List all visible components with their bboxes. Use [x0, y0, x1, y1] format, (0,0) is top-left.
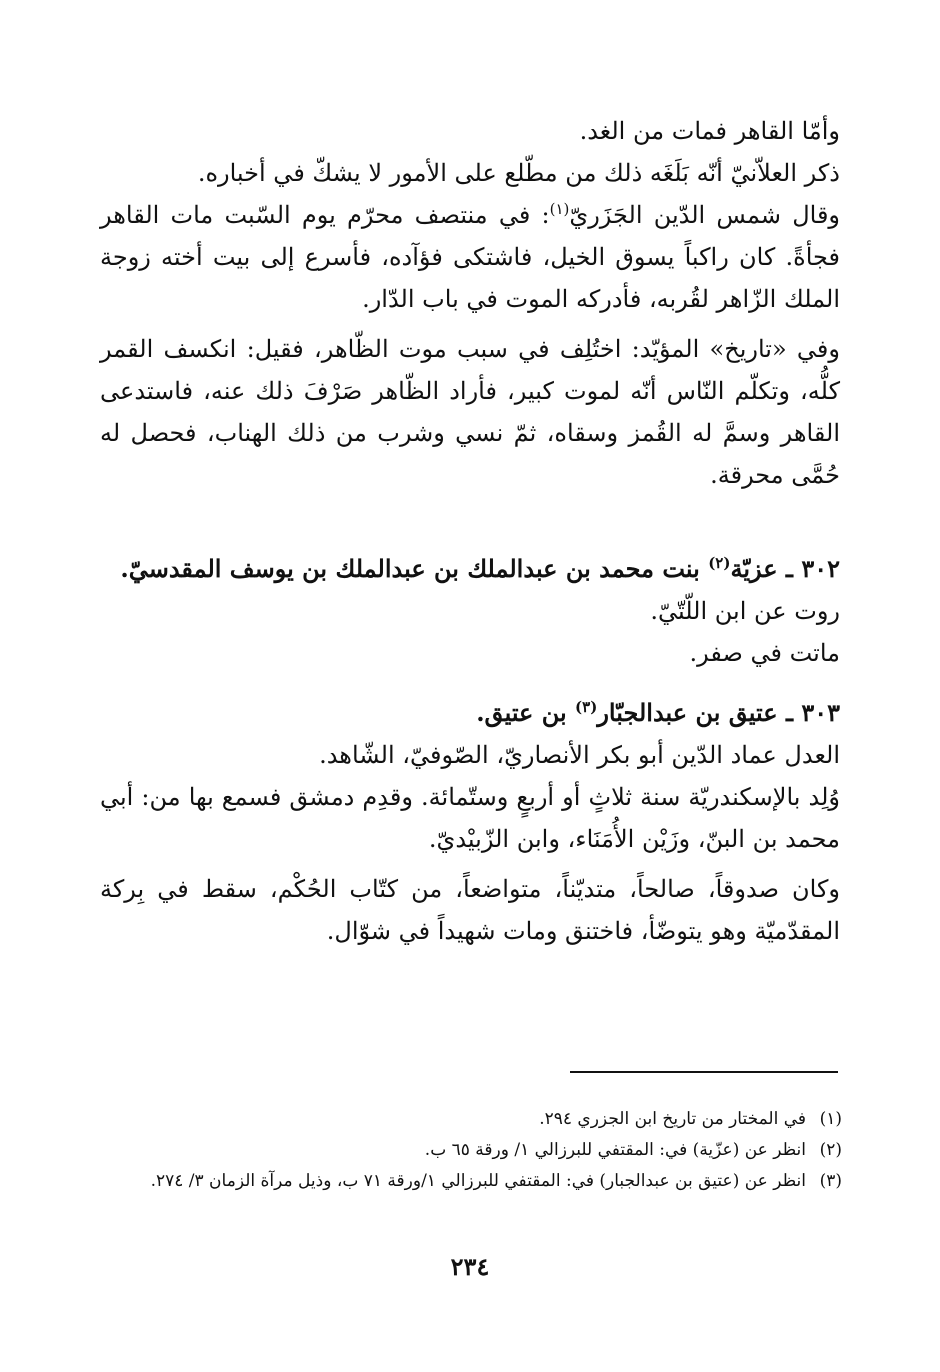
footnote-text: انظر عن (عزّية) في: المقتفي للبرزالي ١/ ورقة ٦٥ ب. [424, 1140, 806, 1160]
footnote-item [100, 1104, 842, 1135]
entry-302-lineage: بنت محمد بن عبدالملك بن عبدالملك بن يوسف المقدسيّ. [120, 554, 709, 583]
entry-303-title: ٣٠٣ ـ عتيق بن عبدالجبّار [597, 698, 840, 727]
footnote-marker-3[interactable]: (٣) [575, 698, 598, 716]
footnote-marker-2[interactable]: (٢) [708, 554, 731, 572]
entry-302-heading [100, 548, 840, 590]
paragraph-muayyad-account: وفي «تاريخ» المؤيّد: اختُلِف في سبب موت الظّاهر، فقيل: انكسف القمر كلُّه، وتكلّم النّاس أنّه لموت كبير، فأراد الظّاهر صَرْفَ ذلك عنه، فاستدعى القاهر وسمَّ له القُمز وسقاه، ثمّ نسي وشرب من ذلك الهناب، فحصل له حُمَّى محرقة. [100, 335, 840, 489]
footnote-number: (٢) [819, 1140, 842, 1160]
footnote-number: (١) [819, 1109, 842, 1129]
footnote-text: انظر عن (عتيق بن عبدالجبار) في: المقتفي للبرزالي ١/ورقة ٧١ ب، وذيل مرآة الزمان ٣/ ٢٧٤. [150, 1171, 806, 1191]
entry-303-line-3: وكان صدوقاً، صالحاً، متديّناً، متواضعاً، من كتّاب الحُكْم، سقط في بِركة المقدّميّة وهو يتوضّأ، فاختنق ومات شهيداً في شوّال. [100, 875, 840, 945]
entry-303-heading [100, 692, 840, 734]
footnote-divider [570, 1071, 838, 1073]
entry-302-line-1: روت عن ابن اللّتّيّ. [650, 597, 840, 625]
entry-302-line-2: ماتت في صفر. [689, 639, 840, 667]
page-number: ٢٣٤ [450, 1252, 490, 1281]
jazari-intro-text: وقال شمس الدّين الجَزَريّ [569, 201, 841, 229]
entry-303-line-2: وُلِد بالإسكندريّة سنة ثلاثٍ أو أربعٍ وستّمائة. وقدِم دمشق فسمع بها من: أبي محمد بن البنّ، وزَيْن الأُمَنَاء، وابن الزّبيْديّ. [100, 783, 840, 853]
footnote-item [100, 1166, 842, 1197]
paragraph-jazari-account [100, 194, 840, 320]
page-body [100, 110, 840, 952]
jazari-account-text: : في منتصف محرّم يوم السّبت مات القاهر فجأةً. كان راكباً يسوق الخيل، فاشتكى فؤآده، فأسرع إلى بيت أخته زوجة الملك الزّاهر لقُربه، فأدركه الموت في باب الدّار. [100, 201, 840, 313]
footnote-text: في المختار من تاريخ ابن الجزري ٢٩٤. [539, 1109, 806, 1129]
footnotes-section [100, 1104, 842, 1197]
entry-302-title: ٣٠٢ ـ عزيّة [730, 554, 840, 583]
paragraph-qahir-death: وأمّا القاهر فمات من الغد. [579, 117, 840, 145]
footnote-marker-1[interactable]: (١) [549, 200, 570, 218]
entry-303-line-1: العدل عماد الدّين أبو بكر الأنصاريّ، الصّوفيّ، الشّاهد. [319, 741, 840, 769]
footnote-number: (٣) [819, 1171, 842, 1191]
entry-303-lineage: بن عتيق. [476, 698, 576, 727]
paragraph-allani-report: ذكر العلاّنيّ أنّه بَلَغَه ذلك من مطّلع على الأمور لا يشكّ في أخباره. [197, 159, 840, 187]
footnote-item [100, 1135, 842, 1166]
